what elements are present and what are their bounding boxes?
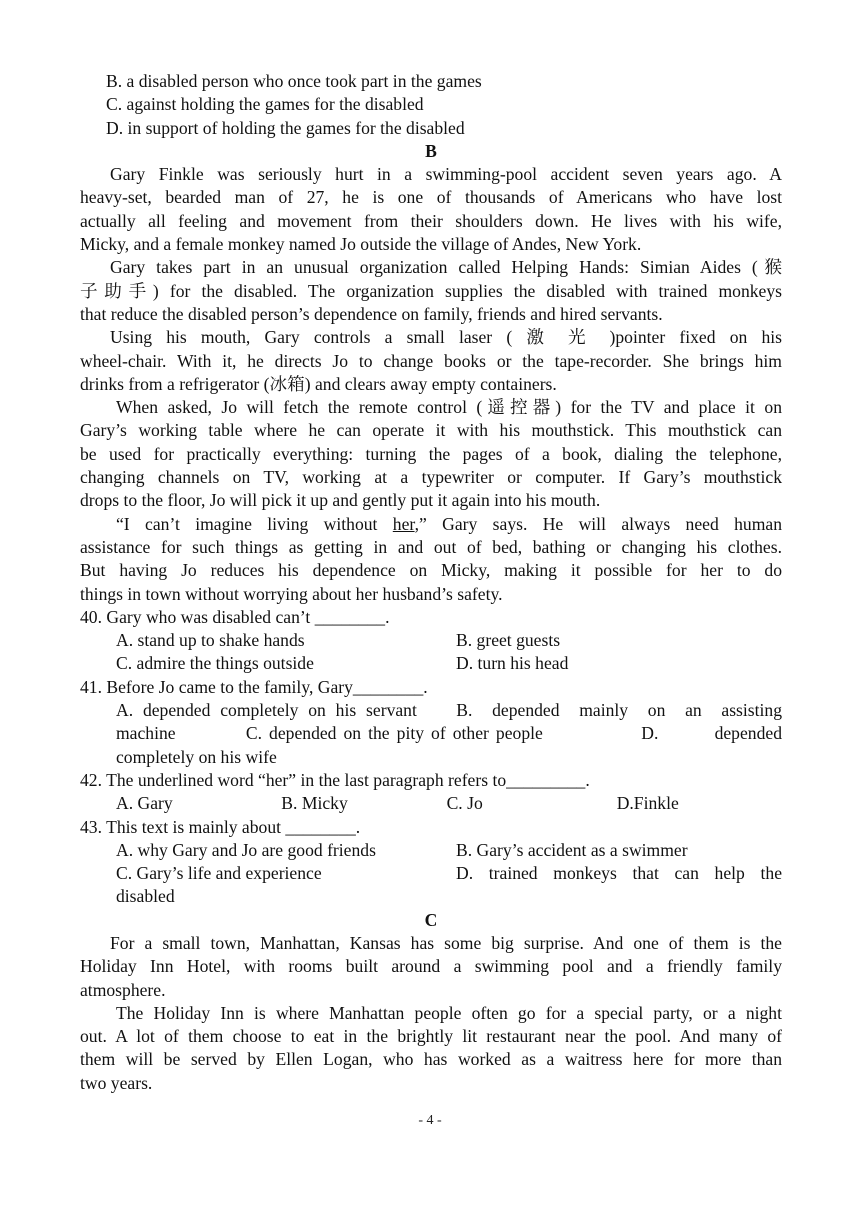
option-a: A. why Gary and Jo are good friends (116, 839, 376, 860)
question-43-stem: 43. This text is mainly about ________. (80, 816, 361, 837)
question-41-options-line3: completely on his wife (116, 746, 277, 767)
underlined-word-her: her (392, 513, 415, 534)
option-d: D.Finkle (616, 793, 679, 814)
text-line: The Holiday Inn is where Manhattan people often go for a special party, or a night (116, 1002, 782, 1023)
option-d-prev: D. in support of holding the games for the disabled (106, 117, 465, 138)
option-b: B. greet guests (456, 630, 561, 651)
option-c: C. Gary’s life and experience (116, 863, 322, 884)
document-page (80, 70, 782, 1095)
question-40-options-row1 (80, 629, 782, 652)
option-b: B. Gary’s accident as a swimmer (456, 839, 688, 860)
text-line: Gary takes part in an unusual organization called Helping Hands: Simian Aides (猴 (110, 257, 782, 278)
paragraph-b4 (80, 396, 782, 512)
text-line: things in town without worrying about her husband’s safety. (80, 583, 503, 604)
paragraph-b5 (80, 513, 782, 606)
paragraph-b2 (80, 256, 782, 326)
option-d: D. turn his head (456, 653, 569, 674)
text-line: them will be served by Ellen Logan, who has worked as a waitress here for more than (80, 1049, 782, 1070)
text-line: Micky, and a female monkey named Jo outside the village of Andes, New York. (80, 234, 642, 255)
option-c-prev: C. against holding the games for the disabled (106, 94, 424, 115)
text-line: assistance for such things as getting in and out of bed, bathing or changing his clothes. (80, 536, 782, 557)
text-line: drinks from a refrigerator (冰箱) and clears away empty containers. (80, 373, 557, 394)
text-line: drops to the floor, Jo will pick it up and gently put it again into his mouth. (80, 490, 601, 511)
text-line: atmosphere. (80, 979, 166, 1000)
question-41-options-line1: A. depended completely on his servant B. depended mainly on an assisting (116, 700, 782, 721)
text-line: Gary Finkle was seriously hurt in a swimming-pool accident seven years ago. A (110, 164, 782, 185)
question-40-options-row2 (80, 652, 782, 675)
option-d-continued: disabled (116, 886, 175, 907)
question-42-options (80, 792, 782, 815)
page-number: - 4 - (418, 1113, 442, 1128)
option-b-prev: B. a disabled person who once took part in the games (106, 71, 482, 91)
text-line: Holiday Inn Hotel, with rooms built around a swimming pool and a friendly family (80, 956, 782, 977)
text-line: Using his mouth, Gary controls a small laser ( 激 光 )pointer fixed on his (110, 327, 782, 348)
text-line: changing channels on TV, working at a typewriter or computer. If Gary’s mouthstick (80, 467, 782, 488)
option-c: C. admire the things outside (116, 653, 314, 674)
paragraph-c1 (80, 932, 782, 1002)
text-line: wheel-chair. With it, he directs Jo to change books or the tape-recorder. She brings him (80, 350, 782, 371)
text-line: actually all feeling and movement from their shoulders down. He lives with his wife, (80, 210, 782, 231)
section-b-heading: B (425, 140, 437, 161)
option-a: A. stand up to shake hands (116, 630, 305, 651)
text-line: Gary’s working table where he can operate it with his mouthstick. This mouthstick can (80, 420, 782, 441)
quote-rest: ,” Gary says. He will always need human (414, 513, 782, 534)
option-d: D. trained monkeys that can help the (456, 863, 782, 884)
paragraph-b1 (80, 163, 782, 256)
question-40-stem: 40. Gary who was disabled can’t ________. (80, 606, 390, 627)
question-43-options-row2 (80, 862, 782, 885)
option-c: C. Jo (446, 793, 483, 814)
text-line: For a small town, Manhattan, Kansas has some big surprise. And one of them is the (110, 932, 782, 953)
text-line: that reduce the disabled person’s dependence on family, friends and hired servants. (80, 303, 663, 324)
question-41-options-line2: machine C. depended on the pity of other people D. depended (116, 723, 782, 744)
text-line: When asked, Jo will fetch the remote control (遥控器) for the TV and place it on (116, 397, 782, 418)
option-a: A. Gary (116, 793, 173, 814)
text-line: heavy-set, bearded man of 27, he is one of thousands of Americans who have lost (80, 187, 782, 208)
paragraph-b3 (80, 326, 782, 396)
text-line: two years. (80, 1072, 153, 1093)
text-line: be used for practically everything: turning the pages of a book, dialing the telephone, (80, 443, 782, 464)
question-43-options-row1 (80, 839, 782, 862)
text-line: 子助手) for the disabled. The organization supplies the disabled with trained monkeys (80, 280, 782, 301)
text-line: But having Jo reduces his dependence on Micky, making it possible for her to do (80, 560, 782, 581)
paragraph-c2 (80, 1002, 782, 1095)
quote-start: “I can’t imagine living without (116, 513, 393, 534)
option-b: B. Micky (281, 793, 348, 814)
section-c-heading: C (424, 909, 438, 930)
question-42-stem: 42. The underlined word “her” in the last paragraph refers to_________. (80, 769, 590, 790)
question-41-stem: 41. Before Jo came to the family, Gary________. (80, 676, 428, 697)
text-line: out. A lot of them choose to eat in the brightly lit restaurant near the pool. And many of (80, 1026, 782, 1047)
text-line (80, 513, 782, 536)
